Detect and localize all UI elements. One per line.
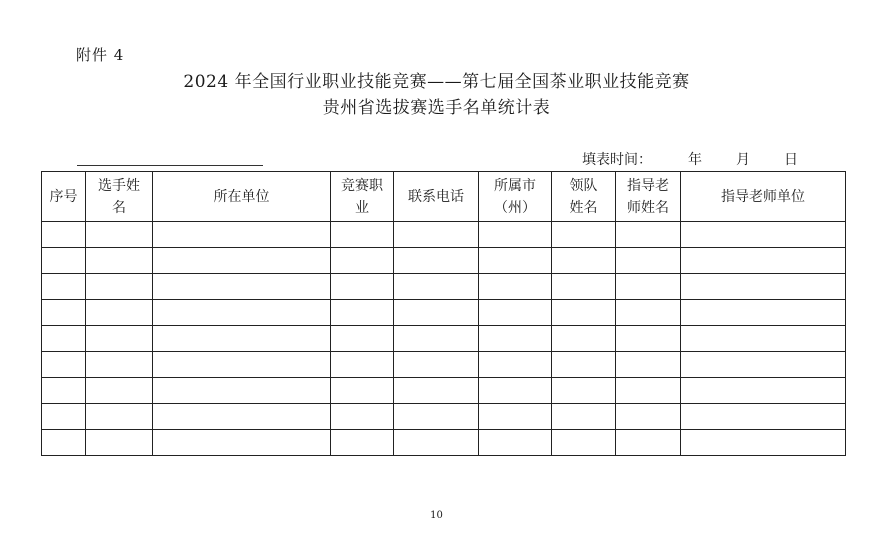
organization-fill-line bbox=[77, 165, 263, 166]
table-body bbox=[42, 222, 846, 456]
table-cell[interactable] bbox=[42, 274, 86, 300]
table-row bbox=[42, 430, 846, 456]
table-cell[interactable] bbox=[616, 352, 681, 378]
table-cell[interactable] bbox=[479, 300, 552, 326]
table-cell[interactable] bbox=[42, 248, 86, 274]
table-cell[interactable] bbox=[394, 248, 479, 274]
table-cell[interactable] bbox=[153, 222, 331, 248]
header-leader bbox=[552, 172, 616, 222]
header-leader-a: 领队 bbox=[569, 177, 598, 194]
date-month: 月 bbox=[736, 152, 750, 168]
table-cell[interactable] bbox=[42, 430, 86, 456]
table-cell[interactable] bbox=[394, 300, 479, 326]
table-cell[interactable] bbox=[552, 404, 616, 430]
title-line-1: 2024 年全国行业职业技能竞赛——第七届全国茶业职业技能竞赛 bbox=[183, 72, 690, 92]
table-row bbox=[42, 352, 846, 378]
header-occupation-a: 竞赛职 bbox=[341, 177, 383, 194]
table-cell[interactable] bbox=[331, 274, 394, 300]
table-cell[interactable] bbox=[616, 378, 681, 404]
table-cell[interactable] bbox=[331, 326, 394, 352]
header-teacher bbox=[616, 172, 681, 222]
table-cell[interactable] bbox=[681, 430, 846, 456]
table-cell[interactable] bbox=[681, 378, 846, 404]
table-cell[interactable] bbox=[153, 352, 331, 378]
header-city-a: 所属市 bbox=[494, 177, 536, 194]
table-cell[interactable] bbox=[552, 352, 616, 378]
table-cell[interactable] bbox=[331, 430, 394, 456]
date-day: 日 bbox=[784, 152, 798, 168]
contestant-table bbox=[41, 171, 846, 456]
table-cell[interactable] bbox=[153, 300, 331, 326]
table-row bbox=[42, 274, 846, 300]
table-cell[interactable] bbox=[394, 404, 479, 430]
table-cell[interactable] bbox=[331, 404, 394, 430]
table-row bbox=[42, 248, 846, 274]
table-cell[interactable] bbox=[331, 300, 394, 326]
table-row bbox=[42, 326, 846, 352]
table-cell[interactable] bbox=[394, 222, 479, 248]
table-cell[interactable] bbox=[552, 300, 616, 326]
table-cell[interactable] bbox=[681, 274, 846, 300]
table-cell[interactable] bbox=[331, 248, 394, 274]
table-cell[interactable] bbox=[86, 274, 153, 300]
table-row bbox=[42, 222, 846, 248]
table-cell[interactable] bbox=[42, 300, 86, 326]
table-cell[interactable] bbox=[86, 352, 153, 378]
table-cell[interactable] bbox=[331, 352, 394, 378]
table-cell[interactable] bbox=[479, 326, 552, 352]
table-cell[interactable] bbox=[331, 378, 394, 404]
header-teacher-a: 指导老 bbox=[627, 177, 669, 194]
table-cell[interactable] bbox=[681, 326, 846, 352]
table-cell[interactable] bbox=[552, 430, 616, 456]
table-cell[interactable] bbox=[681, 248, 846, 274]
table-cell[interactable] bbox=[479, 222, 552, 248]
header-teacher-b: 师姓名 bbox=[627, 199, 669, 216]
table-cell[interactable] bbox=[394, 430, 479, 456]
attachment-label: 附件 4 bbox=[76, 46, 125, 64]
table-cell[interactable] bbox=[479, 352, 552, 378]
table-row bbox=[42, 378, 846, 404]
header-teacher-unit: 指导老师单位 bbox=[681, 172, 846, 222]
table-cell[interactable] bbox=[681, 222, 846, 248]
table-cell[interactable] bbox=[86, 404, 153, 430]
table-cell[interactable] bbox=[616, 300, 681, 326]
table-cell[interactable] bbox=[394, 274, 479, 300]
header-occupation-b: 业 bbox=[355, 199, 369, 216]
table-cell[interactable] bbox=[86, 326, 153, 352]
table-cell[interactable] bbox=[616, 430, 681, 456]
table-cell[interactable] bbox=[42, 222, 86, 248]
header-contestant-b: 名 bbox=[112, 199, 126, 216]
header-occupation bbox=[331, 172, 394, 222]
title-line-2: 贵州省选拔赛选手名单统计表 bbox=[322, 98, 551, 118]
date-row bbox=[582, 149, 822, 169]
table-cell[interactable] bbox=[616, 274, 681, 300]
table-cell[interactable] bbox=[394, 326, 479, 352]
table-cell[interactable] bbox=[552, 326, 616, 352]
table-cell[interactable] bbox=[394, 378, 479, 404]
date-label: 填表时间： bbox=[582, 152, 652, 168]
table-cell[interactable] bbox=[86, 222, 153, 248]
table-cell[interactable] bbox=[479, 404, 552, 430]
header-contestant-a: 选手姓 bbox=[98, 177, 140, 194]
table-row bbox=[42, 404, 846, 430]
table-cell[interactable] bbox=[42, 404, 86, 430]
table-cell[interactable] bbox=[153, 326, 331, 352]
table-cell[interactable] bbox=[616, 248, 681, 274]
table-cell[interactable] bbox=[42, 378, 86, 404]
header-contestant bbox=[86, 172, 153, 222]
table-cell[interactable] bbox=[42, 326, 86, 352]
table-cell[interactable] bbox=[86, 248, 153, 274]
table-row bbox=[42, 300, 846, 326]
header-row bbox=[42, 172, 846, 222]
table-cell[interactable] bbox=[86, 430, 153, 456]
header-city bbox=[479, 172, 552, 222]
table-cell[interactable] bbox=[153, 378, 331, 404]
header-leader-b: 姓名 bbox=[569, 199, 598, 216]
header-city-b: （州） bbox=[494, 199, 536, 216]
table-cell[interactable] bbox=[479, 248, 552, 274]
table-cell[interactable] bbox=[681, 404, 846, 430]
table-cell[interactable] bbox=[552, 248, 616, 274]
table-cell[interactable] bbox=[616, 326, 681, 352]
table-cell[interactable] bbox=[86, 300, 153, 326]
table-cell[interactable] bbox=[479, 274, 552, 300]
header-phone: 联系电话 bbox=[394, 172, 479, 222]
table-cell[interactable] bbox=[479, 430, 552, 456]
table-cell[interactable] bbox=[153, 248, 331, 274]
table-cell[interactable] bbox=[153, 404, 331, 430]
table-cell[interactable] bbox=[552, 378, 616, 404]
table-cell[interactable] bbox=[681, 352, 846, 378]
page-number: 10 bbox=[430, 510, 443, 521]
table-cell[interactable] bbox=[552, 274, 616, 300]
table-cell[interactable] bbox=[331, 222, 394, 248]
table-cell[interactable] bbox=[86, 378, 153, 404]
header-seq: 序号 bbox=[42, 172, 86, 222]
table-cell[interactable] bbox=[479, 378, 552, 404]
table-cell[interactable] bbox=[616, 222, 681, 248]
header-unit: 所在单位 bbox=[153, 172, 331, 222]
table-cell[interactable] bbox=[153, 274, 331, 300]
table-cell[interactable] bbox=[42, 352, 86, 378]
table-cell[interactable] bbox=[681, 300, 846, 326]
table-cell[interactable] bbox=[616, 404, 681, 430]
date-year: 年 bbox=[688, 152, 702, 168]
table-cell[interactable] bbox=[552, 222, 616, 248]
table-cell[interactable] bbox=[153, 430, 331, 456]
table-cell[interactable] bbox=[394, 352, 479, 378]
